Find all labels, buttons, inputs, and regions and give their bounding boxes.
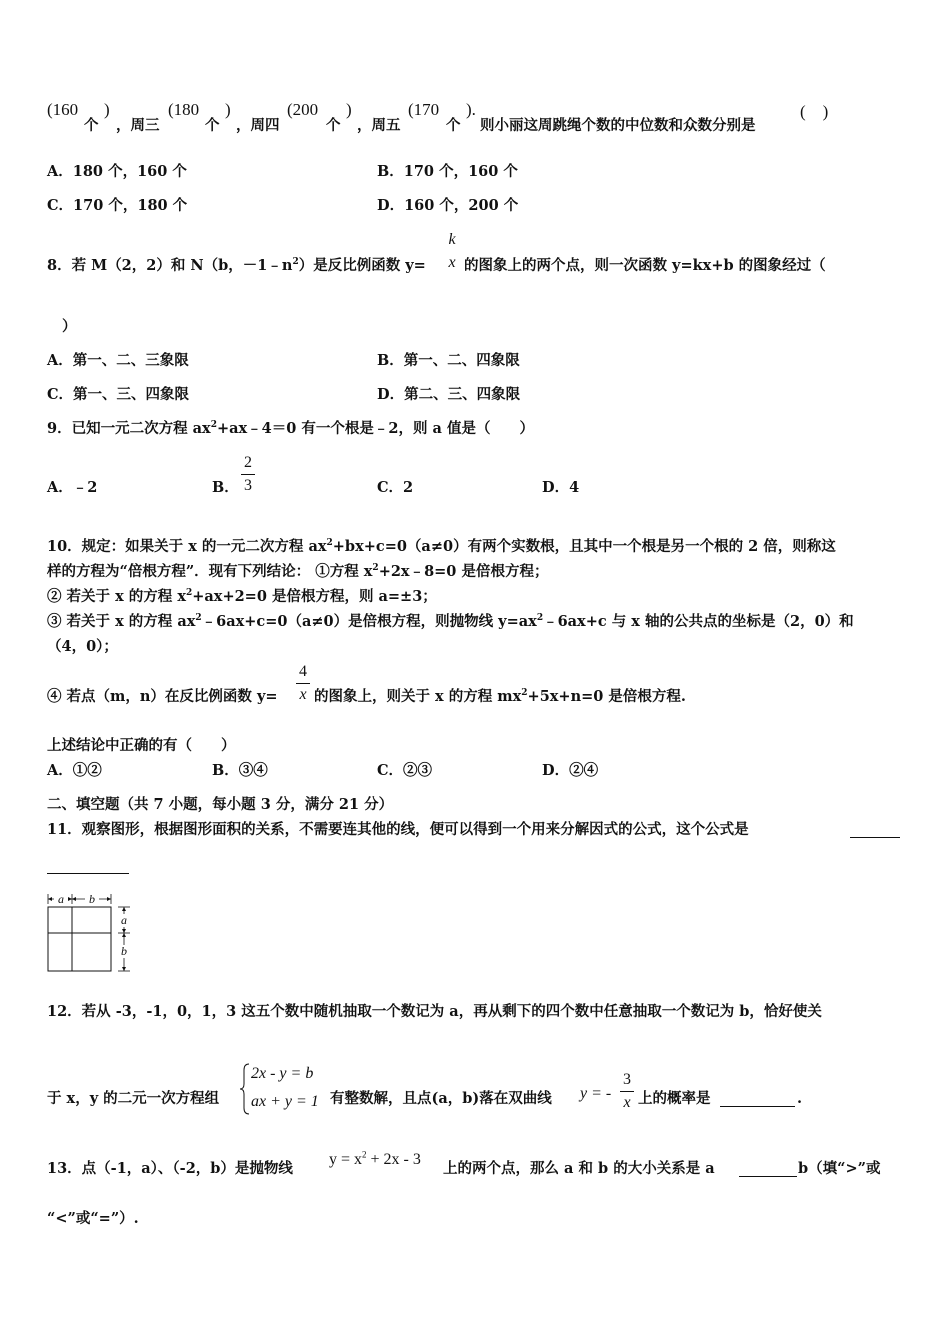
q9-option-c: C．2 <box>377 479 414 496</box>
q12-end: . <box>797 1090 803 1107</box>
q10-l2-b: +2x﹣8=0 是倍根方程； <box>378 563 549 580</box>
q10-l1-b: +bx+c=0（a≠0）有两个实数根，且其中一个根是另一个根的 2 倍，则称这 <box>332 538 836 555</box>
q12-line-2c: 上的概率是 <box>638 1090 711 1107</box>
q7-option-c: C．170 个，180 个 <box>47 197 188 214</box>
q9-b-num: 2 <box>244 454 252 471</box>
q10-ask: 上述结论中正确的有（ ） <box>47 737 236 754</box>
q10-l3-sup: 2 <box>185 588 193 599</box>
q7-option-b: B．170 个，160 个 <box>377 163 518 180</box>
q7-unit-2: 个 <box>205 117 220 134</box>
q10-line-6a: ④ 若点（m，n）在反比例函数 y= <box>47 688 278 705</box>
q12-system-brace <box>239 1062 251 1116</box>
q10-l4-a: ③ 若关于 x 的方程 ax <box>47 613 196 630</box>
q8-close-paren: ） <box>62 318 77 335</box>
q10-line-2 <box>47 563 548 580</box>
q12-line-2a: 于 x，y 的二元一次方程组 <box>47 1090 220 1107</box>
q11-fig-label-va: a <box>121 913 127 927</box>
q13-line-2: “<”或“=”）. <box>47 1210 139 1227</box>
q8-frac-den: x <box>448 254 456 271</box>
q7-tail: 则小丽这周跳绳个数的中位数和众数分别是 <box>480 117 756 134</box>
q7-sep-1: ，周三 <box>116 117 160 134</box>
q10-l3-a: ② 若关于 x 的方程 x <box>47 588 186 605</box>
q12-answer-blank <box>720 1090 795 1107</box>
q8-option-b: B．第一、二、四象限 <box>377 352 520 369</box>
q13-parabola-sup: 2 <box>362 1149 367 1160</box>
q9-option-d: D．4 <box>542 479 580 496</box>
q10-l6-sup: 2 <box>521 688 528 699</box>
q10-frac-num: 4 <box>299 663 307 680</box>
q9-option-a: A．﹣2 <box>47 479 98 496</box>
q8-fraction <box>445 230 459 273</box>
q13-line-1a: 13．点（-1，a）、（-2，b）是抛物线 <box>47 1160 293 1177</box>
q9-stem-part2: +ax﹣4＝0 有一个根是﹣2，则 a 值是（ ） <box>216 420 534 437</box>
q8-option-a: A．第一、二、三象限 <box>47 352 189 369</box>
q11-answer-blank-2 <box>47 857 129 874</box>
q10-l1-a: 10．规定：如果关于 x 的一元二次方程 ax <box>47 538 327 555</box>
q10-option-c: C．②③ <box>377 762 433 779</box>
q7-unit-4: 个 <box>446 117 461 134</box>
q8-stem-part1: 8．若 M（2，2）和 N（b，－1﹣n <box>47 257 293 274</box>
q8-stem-part3: 的图象上的两个点，则一次函数 y=kx+b 的图象经过（ <box>464 257 826 274</box>
q7-paren-3: ) <box>346 100 352 119</box>
q7-paren-1: ) <box>104 100 110 119</box>
q10-l1-sup: 2 <box>326 538 333 549</box>
q12-hyp-num: 3 <box>623 1071 631 1088</box>
q9-stem-part1: 9．已知一元二次方程 ax <box>47 420 211 437</box>
q10-l4-sup2: 2 <box>536 613 544 624</box>
q10-option-d: D．②④ <box>542 762 599 779</box>
q13-line-1b: 上的两个点，那么 a 和 b 的大小关系是 a <box>443 1160 715 1177</box>
q12-equation-1: 2x - y = b <box>251 1065 314 1082</box>
q13-line-1c: b（填“>”或 <box>798 1160 881 1177</box>
q7-value-3: (200 <box>287 100 319 119</box>
q12-line-1: 12．若从 -3，-1，0，1，3 这五个数中随机抽取一个数记为 a，再从剩下的四个数中任意抽取一个数记为 b，恰好使关 <box>47 1003 822 1020</box>
section-2-heading: 二、填空题（共 7 小题，每小题 3 分，满分 21 分） <box>47 796 394 813</box>
q10-l4-c: ﹣6ax+c 与 x 轴的公共点的坐标是（2，0）和 <box>543 613 854 630</box>
q9-b-den: 3 <box>244 477 252 494</box>
q10-l2-a: 样的方程为“倍根方程”．现有下列结论： ①方程 x <box>47 563 373 580</box>
q10-l2-sup: 2 <box>372 563 379 574</box>
q7-option-a: A．180 个，160 个 <box>47 163 187 180</box>
q10-line-5: （4，0）； <box>47 638 118 655</box>
q12-equation-2: ax + y = 1 <box>251 1093 319 1110</box>
q9-sup: 2 <box>210 420 217 431</box>
q9-option-b-fraction <box>241 453 255 496</box>
q10-fraction <box>296 662 310 705</box>
q13-parabola-b: + 2x - 3 <box>366 1151 421 1168</box>
q10-line-3 <box>47 588 437 605</box>
q7-answer-paren: ( ) <box>800 102 829 121</box>
q12-line-2b: 有整数解，且点(a，b)落在双曲线 <box>330 1090 552 1107</box>
q7-paren-2: ) <box>225 100 231 119</box>
q11-figure <box>45 889 137 975</box>
q8-sup: 2 <box>292 257 299 268</box>
q10-l6-c: +5x+n=0 是倍根方程. <box>527 688 686 705</box>
q11-stem: 11．观察图形，根据图形面积的关系，不需要连其他的线，便可以得到一个用来分解因式的公式，这个公式是 <box>47 821 749 838</box>
q9-option-b: B． <box>212 479 239 496</box>
q7-paren-4: ). <box>466 100 476 119</box>
q8-frac-num: k <box>448 231 456 248</box>
q10-l3-b: +ax+2=0 是倍根方程，则 a=±3； <box>192 588 437 605</box>
q13-parabola <box>329 1150 421 1169</box>
q11-fig-label-vb: b <box>121 944 127 958</box>
q11-fig-label-a: a <box>58 892 64 906</box>
q7-value-2: (180 <box>168 100 200 119</box>
q10-option-a: A．①② <box>47 762 102 779</box>
q10-l4-sup: 2 <box>195 613 202 624</box>
q12-hyperbola-fraction <box>620 1070 634 1113</box>
q11-fig-label-b: b <box>89 892 95 906</box>
q7-unit-1: 个 <box>84 117 99 134</box>
q10-option-b: B．③④ <box>212 762 268 779</box>
q9-stem <box>47 420 534 437</box>
q12-hyp-den: x <box>623 1094 631 1111</box>
q8-stem-part2: ）是反比例函数 y= <box>298 257 426 274</box>
q7-value-4: (170 <box>408 100 440 119</box>
q11-answer-blank-1 <box>850 821 900 838</box>
q13-parabola-a: y = x <box>329 1151 363 1168</box>
q10-l4-b: ﹣6ax+c=0（a≠0）是倍根方程，则抛物线 y=ax <box>201 613 537 630</box>
q10-frac-den: x <box>299 686 307 703</box>
q10-l6-b: 的图象上，则关于 x 的方程 mx <box>314 688 522 705</box>
q8-option-c: C．第一、三、四象限 <box>47 386 190 403</box>
q10-line-1 <box>47 538 836 555</box>
q7-sep-3: ，周五 <box>357 117 401 134</box>
q13-answer-blank <box>739 1160 797 1177</box>
q10-line-6b <box>314 688 686 705</box>
q7-sep-2: ，周四 <box>236 117 280 134</box>
q7-value-1: (160 <box>47 100 79 119</box>
q12-hyperbola-lhs: y = - <box>580 1085 612 1102</box>
q8-option-d: D．第二、三、四象限 <box>377 386 521 403</box>
q7-unit-3: 个 <box>326 117 341 134</box>
q7-option-d: D．160 个，200 个 <box>377 197 519 214</box>
q10-line-4 <box>47 613 854 630</box>
